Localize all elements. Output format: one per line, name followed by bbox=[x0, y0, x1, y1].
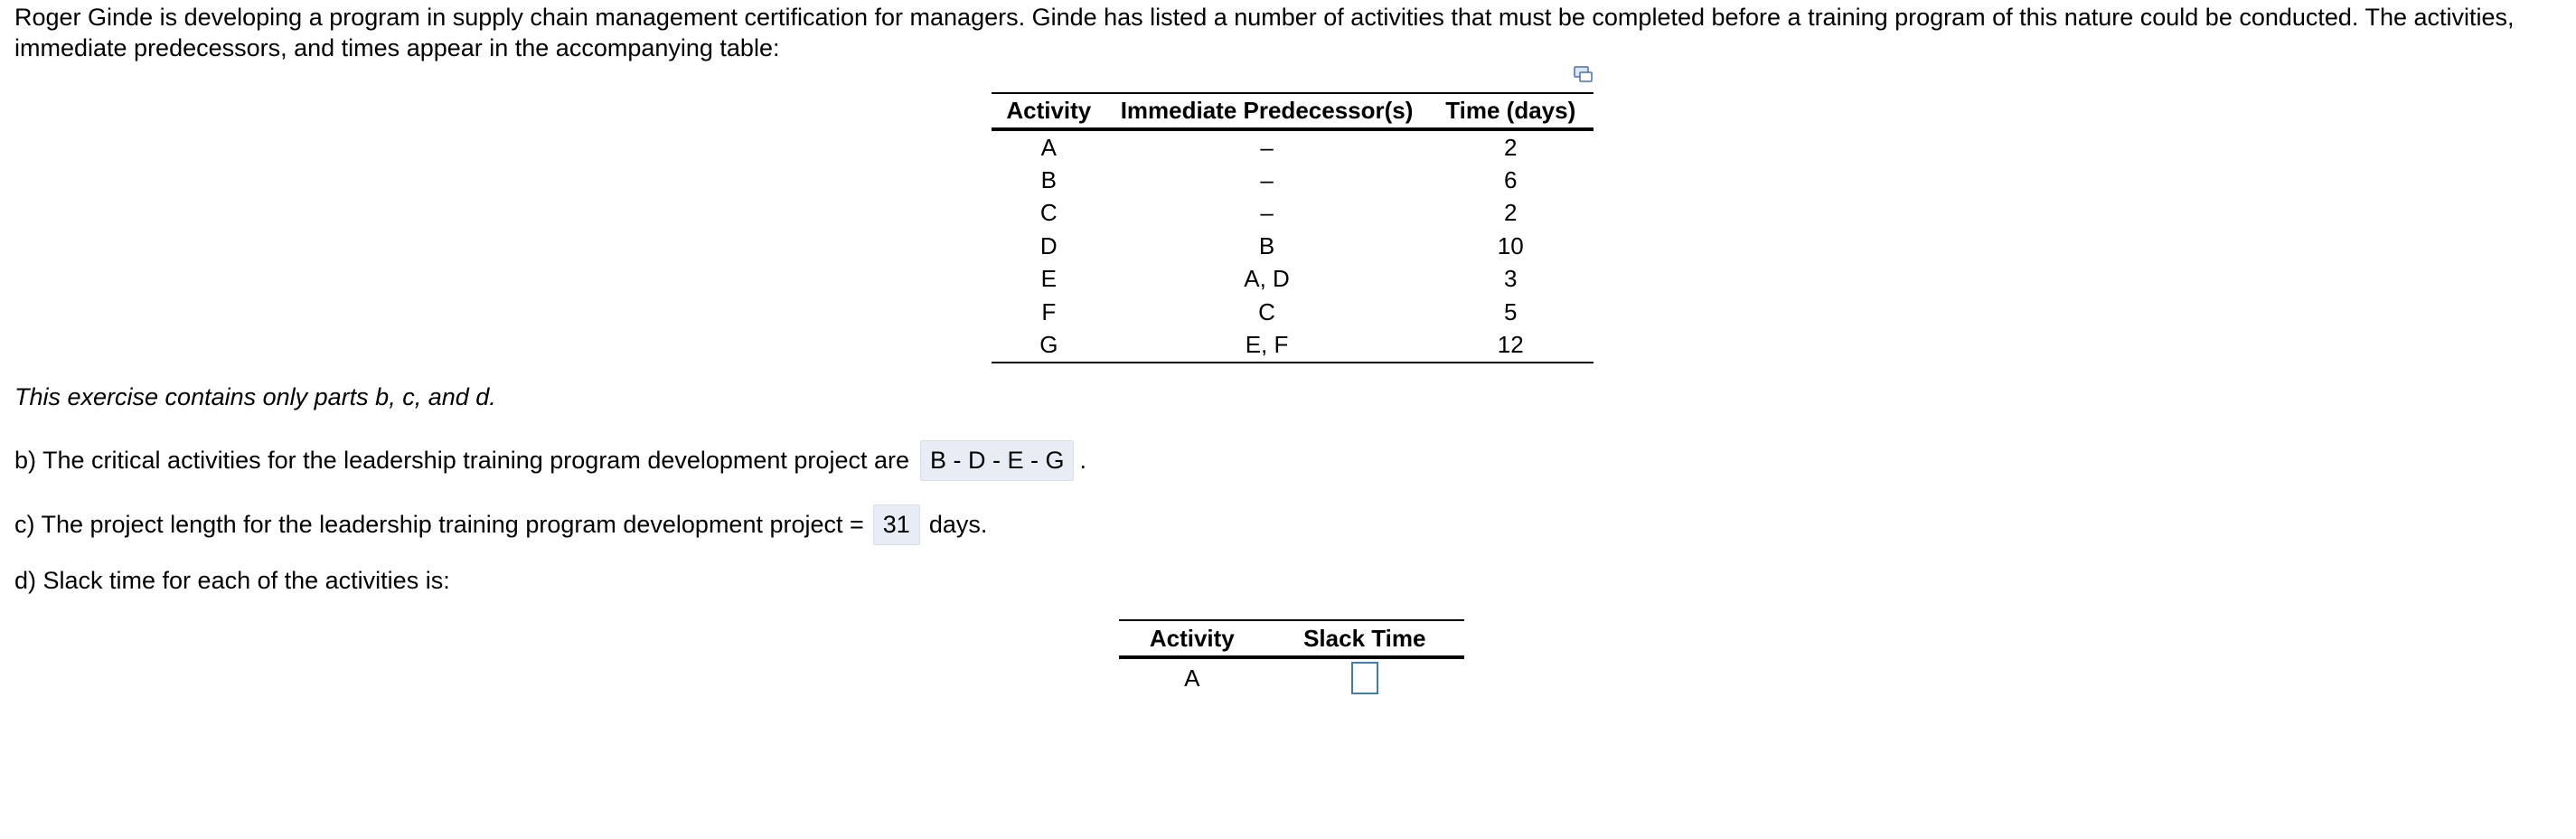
activity-cell: D bbox=[1039, 231, 1058, 259]
activity-table-header bbox=[992, 93, 1594, 129]
table-row bbox=[992, 263, 1594, 296]
part-c bbox=[14, 504, 987, 545]
predecessor-cell: C bbox=[1258, 297, 1275, 325]
activity-cell: G bbox=[1039, 331, 1058, 359]
critical-path-answer[interactable]: B - D - E - G bbox=[920, 440, 1075, 481]
problem-intro: Roger Ginde is developing a program in supply chain management certification for managers. Ginde has listed a number of activities that must be completed before a training program of this nature could be conducted. The activities, immediate predecessors, and times appear in the accompanying table: bbox=[14, 4, 2515, 61]
part-b-text: b) The critical activities for the leadership training program development project are bbox=[14, 446, 909, 474]
predecessor-cell: – bbox=[1260, 166, 1274, 194]
project-length-answer[interactable]: 31 bbox=[873, 504, 920, 545]
time-cell: 5 bbox=[1504, 297, 1518, 325]
exercise-note: This exercise contains only parts b, c, and d. bbox=[14, 383, 496, 410]
activity-cell: B bbox=[1040, 166, 1057, 194]
slack-table bbox=[1119, 619, 1464, 697]
activity-cell: F bbox=[1041, 297, 1057, 325]
activity-cell: E bbox=[1040, 265, 1057, 293]
predecessor-cell: – bbox=[1260, 133, 1274, 161]
header-activity: Activity bbox=[992, 93, 1106, 129]
header-predecessors: Immediate Predecessor(s) bbox=[1106, 93, 1428, 129]
table-row bbox=[992, 328, 1594, 362]
slack-time-cell bbox=[1265, 657, 1464, 697]
part-d-text: d) Slack time for each of the activities is: bbox=[14, 567, 450, 594]
part-b bbox=[14, 438, 1086, 483]
slack-table-header bbox=[1119, 620, 1464, 657]
activity-cell: A bbox=[1040, 133, 1057, 161]
part-c-text: c) The project length for the leadership training program development project = bbox=[14, 510, 864, 538]
activity-cell: C bbox=[1039, 199, 1058, 227]
time-cell: 3 bbox=[1504, 265, 1518, 293]
slack-activity-cell: A bbox=[1184, 664, 1200, 692]
table-row bbox=[992, 296, 1594, 328]
time-cell: 2 bbox=[1504, 199, 1518, 227]
time-cell: 10 bbox=[1497, 231, 1524, 259]
popout-icon[interactable] bbox=[1574, 66, 1594, 84]
slack-time-input[interactable] bbox=[1351, 662, 1378, 694]
part-b-suffix: . bbox=[1079, 446, 1086, 474]
header-time: Time (days) bbox=[1427, 93, 1594, 129]
predecessor-cell: – bbox=[1260, 199, 1274, 227]
predecessor-cell: B bbox=[1258, 231, 1275, 259]
table-row bbox=[992, 129, 1594, 164]
time-cell: 12 bbox=[1497, 331, 1524, 359]
part-c-suffix: days. bbox=[928, 510, 988, 538]
table-row bbox=[992, 197, 1594, 230]
predecessor-cell: A, D bbox=[1244, 265, 1290, 293]
header-slack-time: Slack Time bbox=[1265, 620, 1464, 657]
time-cell: 6 bbox=[1504, 166, 1518, 194]
activity-table bbox=[992, 92, 1594, 363]
header-slack-activity: Activity bbox=[1119, 620, 1265, 657]
time-cell: 2 bbox=[1504, 133, 1518, 161]
table-row bbox=[1119, 657, 1464, 697]
table-row bbox=[992, 230, 1594, 262]
table-row bbox=[992, 164, 1594, 196]
predecessor-cell: E, F bbox=[1245, 331, 1289, 359]
